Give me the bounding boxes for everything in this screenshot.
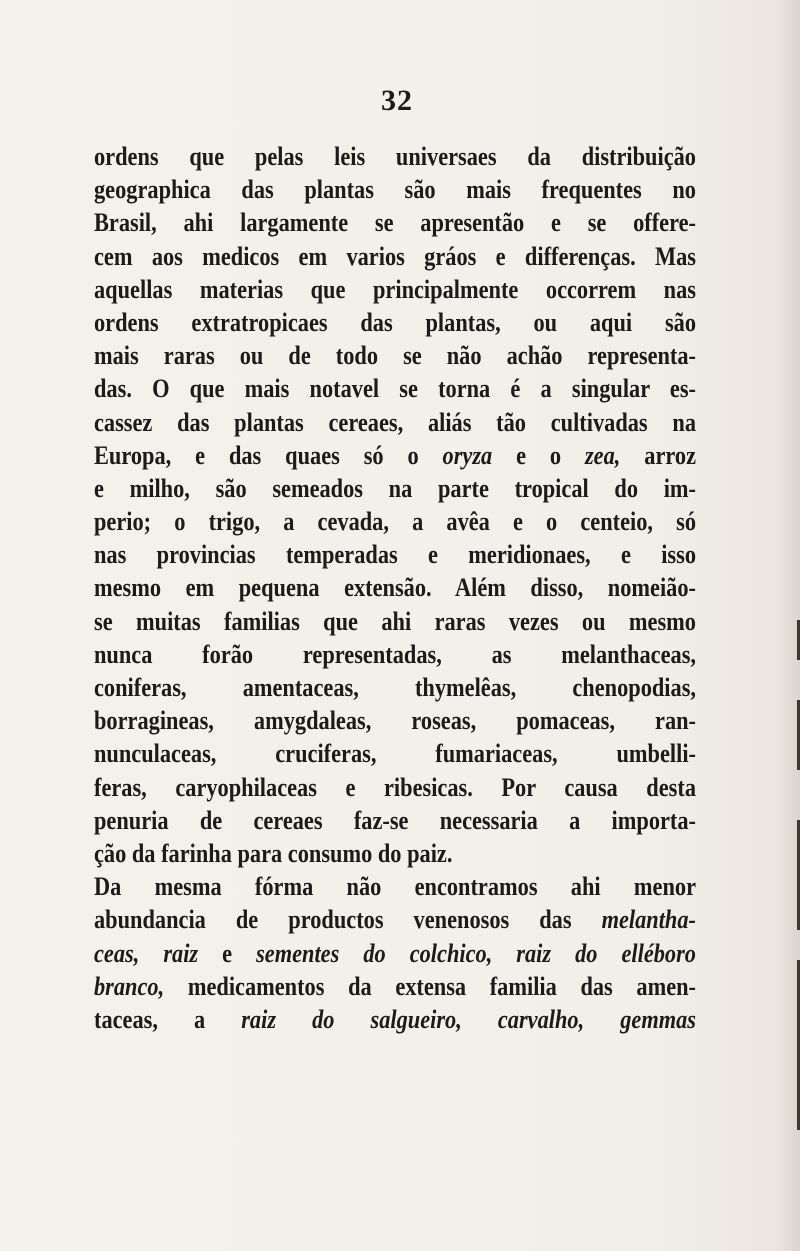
text-segment: abundancia de productos venenosos das xyxy=(94,905,602,935)
text-segment: ção da farinha para consumo do paiz. xyxy=(94,838,453,868)
text-line xyxy=(94,605,696,638)
text-line xyxy=(94,306,696,339)
text-segment: mesmo em pequena extensão. Além disso, nomeião- xyxy=(94,573,696,603)
text-line xyxy=(94,439,696,472)
text-line xyxy=(94,206,696,239)
text-line xyxy=(94,671,696,704)
text-segment: penuria de cereaes faz-se necessaria a importa- xyxy=(94,805,696,835)
italic-text-segment: ceas, raiz xyxy=(94,938,199,968)
text-line xyxy=(94,937,696,970)
text-segment: e o xyxy=(492,440,585,470)
italic-text-segment: zea, xyxy=(584,440,621,470)
italic-text-segment: melantha- xyxy=(601,905,696,935)
text-segment: Brasil, ahi largamente se apresentão e se offere- xyxy=(94,208,696,238)
text-line xyxy=(94,704,696,737)
page-number: 32 xyxy=(381,84,413,117)
text-segment: coniferas, amentaceas, thymelêas, chenopodias, xyxy=(94,673,696,702)
text-segment: e milho, são semeados na parte tropical do im- xyxy=(94,473,696,503)
text-line xyxy=(94,273,696,306)
text-line xyxy=(94,571,696,604)
text-line xyxy=(94,737,696,770)
text-segment: Da mesma fórma não encontramos ahi menor xyxy=(94,872,696,902)
text-segment: Europa, e das quaes só o xyxy=(94,440,443,470)
text-line xyxy=(94,339,696,372)
text-line xyxy=(94,1003,696,1036)
text-line xyxy=(94,870,696,903)
text-line xyxy=(94,638,696,671)
text-segment: e xyxy=(198,938,257,968)
italic-text-segment: oryza xyxy=(442,440,493,470)
text-line xyxy=(94,538,696,571)
text-line xyxy=(94,173,696,206)
text-line xyxy=(94,240,696,273)
text-segment: taceas, a xyxy=(94,1004,242,1034)
text-segment: nunca forão representadas, as melanthaceas, xyxy=(94,639,696,669)
text-segment: geographica das plantas são mais frequentes no xyxy=(94,175,696,205)
text-segment: cem aos medicos em varios gráos e differenças. Mas xyxy=(94,241,696,271)
text-line xyxy=(94,804,696,837)
text-segment: medicamentos da extensa familia das amen- xyxy=(164,971,696,1001)
text-line xyxy=(94,903,696,936)
text-segment: das. O que mais notavel se torna é a singular es- xyxy=(94,374,696,404)
text-segment: nas provincias temperadas e meridionaes, e isso xyxy=(94,540,696,570)
text-segment: aquellas materias que principalmente occorrem nas xyxy=(94,274,696,304)
text-segment: cassez das plantas cereaes, aliás tão cultivadas na xyxy=(94,407,696,437)
text-line xyxy=(94,472,696,505)
text-segment: mais raras ou de todo se não achão representa- xyxy=(94,341,696,371)
text-segment: arroz xyxy=(620,440,696,470)
text-segment: borragineas, amygdaleas, roseas, pomaceas, ran- xyxy=(94,706,696,736)
text-segment: ordens extratropicaes das plantas, ou aqui são xyxy=(94,307,696,337)
italic-text-segment: raiz do salgueiro, carvalho, gemmas xyxy=(241,1004,697,1034)
text-line xyxy=(94,505,696,538)
text-segment: se muitas familias que ahi raras vezes ou mesmo xyxy=(94,606,696,636)
text-line xyxy=(94,771,696,804)
text-line xyxy=(94,372,696,405)
text-line xyxy=(94,970,696,1003)
text-segment: nunculaceas, cruciferas, fumariaceas, umbelli- xyxy=(94,739,696,769)
text-segment: ordens que pelas leis universaes da distribuição xyxy=(94,142,696,171)
italic-text-segment: branco, xyxy=(94,971,165,1001)
text-segment: perio; o trigo, a cevada, a avêa e o centeio, só xyxy=(94,507,696,537)
body-text xyxy=(94,140,696,1036)
text-segment: feras, caryophilaceas e ribesicas. Por causa desta xyxy=(94,772,696,802)
text-line xyxy=(94,406,696,439)
text-line xyxy=(94,140,696,173)
italic-text-segment: sementes do colchico, raiz do elléboro xyxy=(256,938,696,968)
text-line xyxy=(94,837,696,870)
